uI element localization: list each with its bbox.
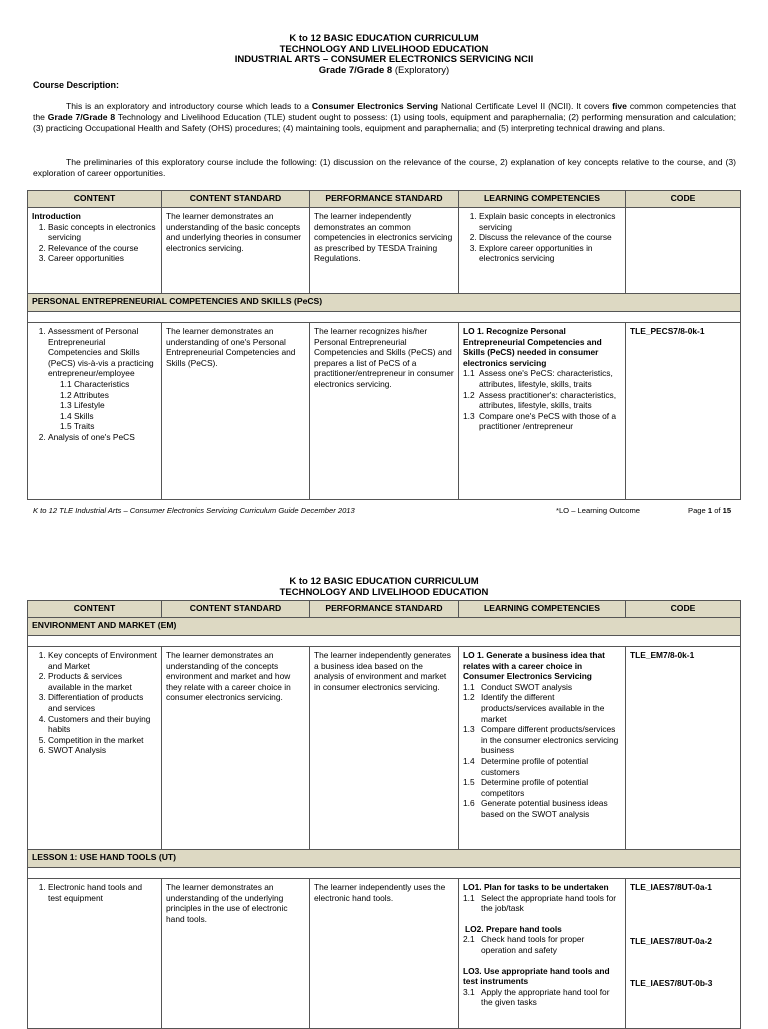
grade-note: (Exploratory) [394, 64, 450, 76]
col-code: CODE [626, 601, 741, 618]
pecs-content-standard: The learner demonstrates an understanding of one's Personal Entrepreneurial Competencies and Skills (PeCS). [162, 323, 310, 500]
list-item: 1.1 Characteristics [60, 378, 130, 389]
table-row-em [28, 647, 741, 850]
list-item: 1.5 Traits [60, 421, 95, 432]
col-content-standard: CONTENT STANDARD [162, 601, 310, 618]
ut-competencies [459, 879, 626, 1029]
col-content: CONTENT [28, 191, 162, 208]
header-line-2: TECHNOLOGY AND LIVELIHOOD EDUCATION [279, 586, 489, 598]
grade-label: Grade 7/Grade 8 [318, 64, 393, 76]
lo-item: 1.4 Determine profile of potential customers [463, 755, 589, 777]
list-item: 3. Career opportunities [48, 253, 157, 264]
header-line-2: TECHNOLOGY AND LIVELIHOOD EDUCATION [279, 43, 489, 55]
footer-lo-note: *LO – Learning Outcome [556, 506, 641, 515]
lo-item: 1.3 Compare different products/services in the consumer electronics servicing business [463, 724, 619, 756]
ut-code-lo1: TLE_IAES7/8UT-0a-1 [630, 882, 712, 892]
page-header [0, 34, 768, 76]
col-code: CODE [626, 191, 741, 208]
col-performance-standard: PERFORMANCE STANDARD [310, 601, 459, 618]
col-performance-standard: PERFORMANCE STANDARD [310, 191, 459, 208]
header-line-3: INDUSTRIAL ARTS – CONSUMER ELECTRONICS SERVICING NCII [234, 54, 534, 65]
section-row-ut [28, 850, 741, 868]
list-item: 1. Electronic hand tools and test equipment [48, 882, 157, 903]
ut-code-lo2: TLE_IAES7/8UT-0a-2 [630, 935, 712, 946]
pecs-performance-standard: The learner recognizes his/her Personal Entrepreneurial Competencies and Skills (PeCS) and prepares a list of PeCS of a practitioner/entrepreneur in consumer electronics servicing. [310, 323, 459, 500]
section-title-ut: LESSON 1: USE HAND TOOLS (UT) [28, 850, 741, 868]
list-item: 1. Assessment of Personal Entrepreneurial Competencies and Skills (PeCS) vis-à-vis a practicing entrepreneur/employee 1.1 Characteristics 1.2 Attributes 1.3 Lifestyle 1.4 Skills 1.5 Traits [48, 326, 157, 432]
lo-item: 1.3 Compare one's PeCS with those of a practitioner /entrepreneur [463, 410, 617, 432]
lo-item: 3.1 Apply the appropriate hand tool for the given tasks [463, 986, 610, 1008]
lo-title: LO1. Plan for tasks to be undertaken [463, 882, 609, 892]
table-row-ut [28, 879, 741, 1029]
list-item: 3. Explore career opportunities in electronics servicing [479, 243, 621, 264]
list-item: 1.3 Lifestyle [60, 400, 105, 411]
section-title-pecs: PERSONAL ENTREPRENEURIAL COMPETENCIES AND SKILLS (PeCS) [28, 294, 741, 312]
list-item: 1. Key concepts of Environment and Market [48, 650, 157, 671]
course-description-title: Course Description: [33, 80, 120, 90]
ut-content-standard: The learner demonstrates an understanding of the underlying principles in the use of electronic hand tools. [162, 879, 310, 1029]
preliminaries-paragraph: The preliminaries of this exploratory course include the following: (1) discussion on the relevance of the course, 2) explanation of key concepts relative to the course, and (3) exploration of career opportunities. [33, 157, 736, 178]
table-row-introduction [28, 208, 741, 294]
list-item: 1.2 Attributes [60, 389, 109, 400]
header-line-1: K to 12 BASIC EDUCATION CURRICULUM [289, 33, 479, 44]
intro-title: Introduction [32, 211, 81, 221]
lo-item: 2.1 Check hand tools for proper operation and safety [463, 934, 585, 955]
list-item: 3. Differentiation of products and services [48, 692, 157, 713]
em-content [28, 647, 162, 850]
ut-content [28, 879, 162, 1029]
list-item: 2. Discuss the relevance of the course [479, 232, 621, 243]
table-header-row [28, 601, 741, 618]
ut-codes [626, 879, 741, 1029]
intro-code [626, 208, 741, 294]
curriculum-table-page-2 [27, 600, 741, 1029]
ut-code-lo3: TLE_IAES7/8UT-0b-3 [630, 978, 713, 989]
section-row-pecs [28, 294, 741, 312]
list-item: 2. Products & services available in the market [48, 671, 157, 692]
pecs-competencies [459, 323, 626, 500]
col-learning-competencies: LEARNING COMPETENCIES [459, 191, 626, 208]
list-item: 2. Analysis of one's PeCS [48, 432, 157, 443]
lo-title: LO2. Prepare hand tools [465, 923, 562, 934]
header-line-4 [0, 66, 768, 77]
lo-item: 1.1 Assess one's PeCS: characteristics, attributes, lifestyle, skills, traits [463, 368, 613, 389]
ut-performance-standard: The learner independently uses the electronic hand tools. [310, 879, 459, 1029]
header-line-1: K to 12 BASIC EDUCATION CURRICULUM [289, 576, 479, 587]
pecs-code: TLE_PECS7/8-0k-1 [626, 323, 741, 500]
intro-performance-standard: The learner independently demonstrates an common competencies in electronics servicing as prescribed by TESDA Training Regulations. [310, 208, 459, 294]
list-item: 1.4 Skills [60, 410, 94, 421]
page-header [0, 577, 768, 598]
section-row-em [28, 618, 741, 636]
em-content-standard: The learner demonstrates an understanding of the concepts environment and market and how they relate with a career choice in consumer electronics servicing. [162, 647, 310, 850]
footer-document-title: K to 12 TLE Industrial Arts – Consumer Electronics Servicing Curriculum Guide December 2013 [33, 506, 355, 515]
list-item: 1. Explain basic concepts in electronics servicing [479, 211, 621, 232]
col-content-standard: CONTENT STANDARD [162, 191, 310, 208]
lo-item: 1.1 Select the appropriate hand tools for the job/task [463, 892, 617, 914]
table-row-pecs [28, 323, 741, 500]
course-description-paragraph: This is an exploratory and introductory course which leads to a Consumer Electronics Serving National Certificate Level II (NCII). It covers five common competencies that the Grade 7/Grade 8 Technology and Livelihood Education (TLE) student ought to possess: (1) using tools, equipment and paraphernalia; (2) performing mensuration and calculation; (3) practicing Occupational Health and Safety (OHS) procedures; (4) maintaining tools, equipment and paraphernalia; and (5) interpreting technical drawing and plans. [33, 101, 736, 133]
list-item: 5. Competition in the market [48, 735, 157, 746]
lo-item: 1.2 Assess practitioner's: characteristics, attributes, lifestyle, skills, traits [463, 389, 617, 411]
em-performance-standard: The learner independently generates a business idea based on the analysis of environment and market in consumer electronics servicing. [310, 647, 459, 850]
list-item: 6. SWOT Analysis [48, 745, 157, 756]
lo-title: LO3. Use appropriate hand tools and test instruments [463, 965, 610, 987]
curriculum-page-2 [0, 565, 768, 1024]
pecs-content [28, 323, 162, 500]
lo-title: LO 1. Recognize Personal Entrepreneurial Competencies and Skills (PeCS) needed in consumer electronics servicing [463, 326, 602, 368]
lo-title: LO 1. Generate a business idea that relates with a career choice in Consumer Electronics Servicing [463, 650, 605, 682]
intro-content [28, 208, 162, 294]
table-header-row [28, 191, 741, 208]
lo-item: 1.6 Generate potential business ideas based on the SWOT analysis [463, 798, 608, 819]
page-gap [0, 525, 768, 565]
lo-item: 1.1 Conduct SWOT analysis [463, 681, 573, 692]
em-competencies [459, 647, 626, 850]
list-item: 2. Relevance of the course [48, 243, 157, 254]
intro-content-standard: The learner demonstrates an understanding of the basic concepts and underlying theories in consumer electronics servicing. [162, 208, 310, 294]
list-item: 4. Customers and their buying habits [48, 714, 157, 735]
lo-item: 1.2 Identify the different products/services available in the market [463, 692, 605, 724]
list-item: 1. Basic concepts in electronics servicing [48, 222, 157, 243]
section-title-em: ENVIRONMENT AND MARKET (EM) [28, 618, 741, 636]
lo-item: 1.5 Determine profile of potential competitors [463, 777, 589, 798]
em-code: TLE_EM7/8-0k-1 [626, 647, 741, 850]
intro-competencies [459, 208, 626, 294]
curriculum-table-page-1 [27, 190, 741, 500]
col-learning-competencies: LEARNING COMPETENCIES [459, 601, 626, 618]
col-content: CONTENT [28, 601, 162, 618]
footer-page-number: Page 1 of 15 [688, 506, 732, 515]
